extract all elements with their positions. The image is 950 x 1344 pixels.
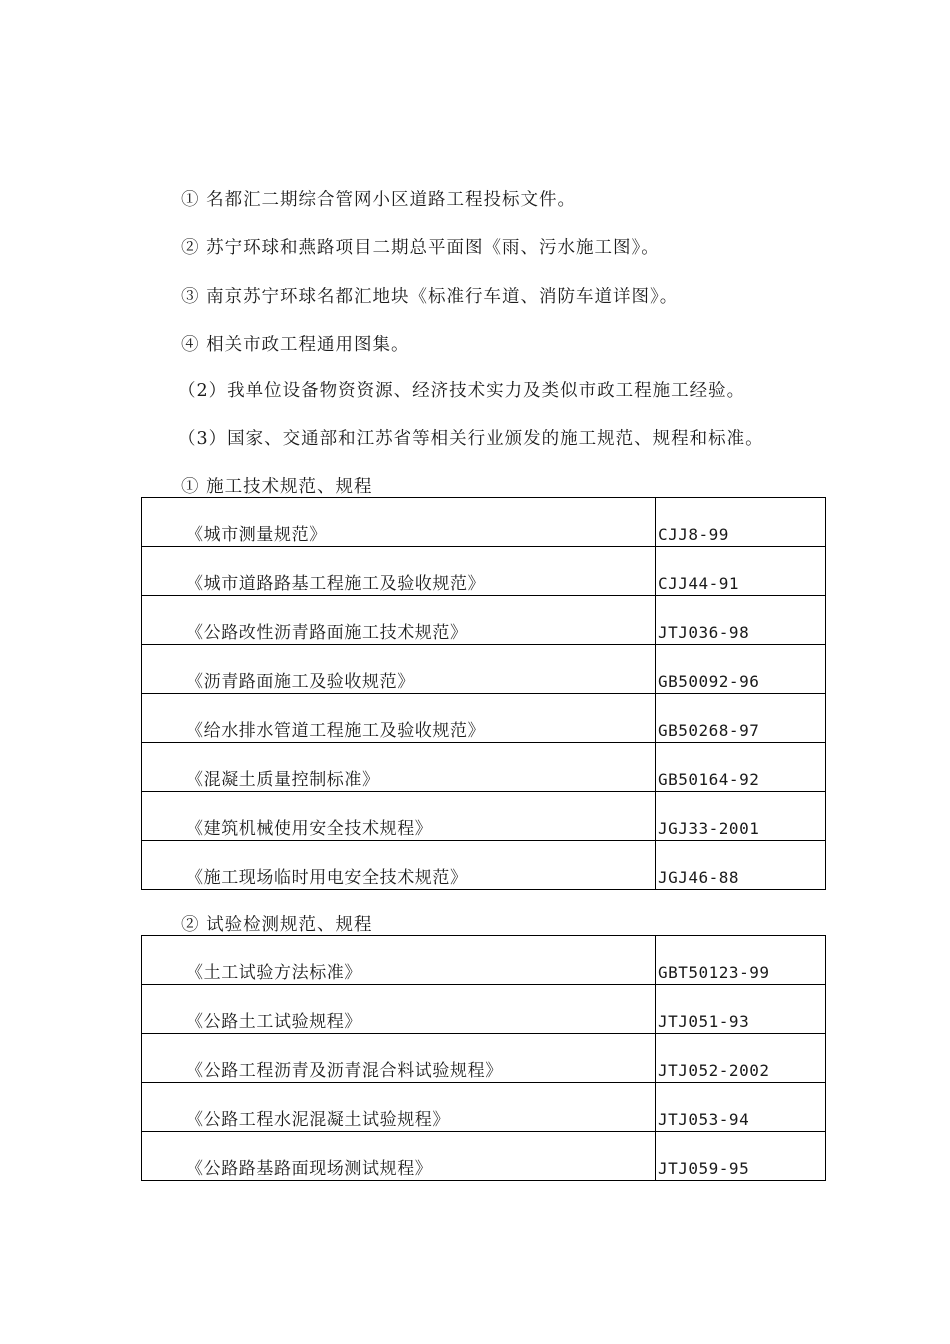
- table-row: [142, 743, 826, 792]
- standard-code: CJJ8-99: [656, 498, 826, 547]
- section1-heading: ① 施工技术规范、规程: [181, 477, 373, 497]
- standard-name: 《公路土工试验规程》: [142, 985, 656, 1034]
- standard-code: JTJ051-93: [656, 985, 826, 1034]
- item-1-paragraph: ① 名都汇二期综合管网小区道路工程投标文件。: [181, 190, 577, 210]
- standard-code: JGJ46-88: [656, 841, 826, 890]
- standard-code: CJJ44-91: [656, 547, 826, 596]
- table-row: [142, 596, 826, 645]
- item-2-paragraph: ② 苏宁环球和燕路项目二期总平面图《雨、污水施工图》。: [181, 238, 660, 258]
- table-row: [142, 792, 826, 841]
- standard-name: 《公路改性沥青路面施工技术规范》: [142, 596, 656, 645]
- paragraph-3: （3）国家、交通部和江苏省等相关行业颁发的施工规范、规程和标准。: [178, 429, 764, 449]
- standard-name: 《土工试验方法标准》: [142, 936, 656, 985]
- table-row: [142, 936, 826, 985]
- standard-code: JTJ059-95: [656, 1132, 826, 1181]
- section2-heading: ② 试验检测规范、规程: [181, 915, 373, 935]
- table-row: [142, 645, 826, 694]
- table-row: [142, 694, 826, 743]
- standard-name: 《混凝土质量控制标准》: [142, 743, 656, 792]
- construction-standards-table: [141, 497, 826, 890]
- standard-name: 《城市测量规范》: [142, 498, 656, 547]
- table-row: [142, 498, 826, 547]
- standard-code: JGJ33-2001: [656, 792, 826, 841]
- table-row: [142, 1083, 826, 1132]
- standard-name: 《城市道路路基工程施工及验收规范》: [142, 547, 656, 596]
- table-row: [142, 841, 826, 890]
- standard-code: JTJ052-2002: [656, 1034, 826, 1083]
- paragraph-2: （2）我单位设备物资资源、经济技术实力及类似市政工程施工经验。: [178, 381, 746, 401]
- item-3-paragraph: ③ 南京苏宁环球名都汇地块《标准行车道、消防车道详图》。: [181, 287, 679, 307]
- standard-code: GB50092-96: [656, 645, 826, 694]
- standard-name: 《建筑机械使用安全技术规程》: [142, 792, 656, 841]
- standard-code: GB50268-97: [656, 694, 826, 743]
- table-row: [142, 1132, 826, 1181]
- standard-name: 《公路路基路面现场测试规程》: [142, 1132, 656, 1181]
- standard-name: 《施工现场临时用电安全技术规范》: [142, 841, 656, 890]
- table-row: [142, 547, 826, 596]
- standard-name: 《公路工程沥青及沥青混合料试验规程》: [142, 1034, 656, 1083]
- standard-name: 《公路工程水泥混凝土试验规程》: [142, 1083, 656, 1132]
- standard-code: JTJ036-98: [656, 596, 826, 645]
- testing-standards-table: [141, 935, 826, 1181]
- standard-code: GBT50123-99: [656, 936, 826, 985]
- table-row: [142, 985, 826, 1034]
- standard-name: 《沥青路面施工及验收规范》: [142, 645, 656, 694]
- standard-name: 《给水排水管道工程施工及验收规范》: [142, 694, 656, 743]
- table-row: [142, 1034, 826, 1083]
- item-4-paragraph: ④ 相关市政工程通用图集。: [181, 335, 410, 355]
- standard-code: JTJ053-94: [656, 1083, 826, 1132]
- standard-code: GB50164-92: [656, 743, 826, 792]
